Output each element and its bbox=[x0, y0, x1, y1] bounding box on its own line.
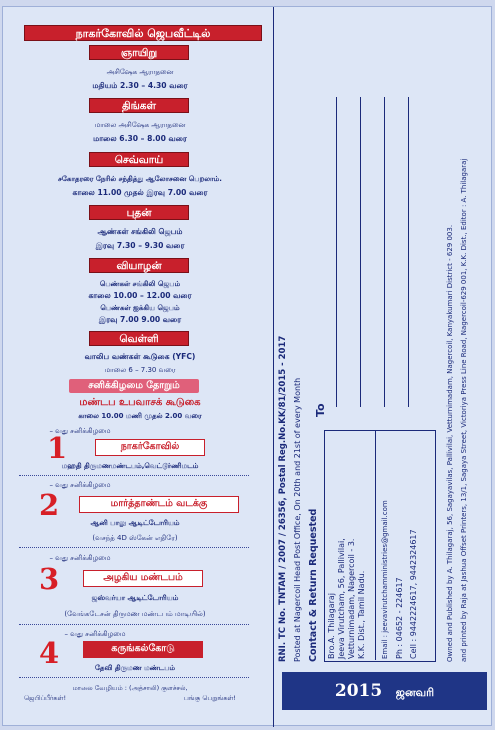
place3-note: (வேங்கடேசன் திருமண மண்டபம் மாடியில்) bbox=[64, 610, 206, 618]
friday-line-2: மாலை 6 – 7.30 வரை bbox=[104, 366, 176, 374]
friday-title: வெள்ளி bbox=[89, 331, 189, 346]
thursday-line-1: பெண்கள் சங்கிலி ஜெபம் bbox=[99, 280, 181, 288]
sunday-title: ஞாயிறு bbox=[89, 45, 189, 60]
address-line bbox=[360, 97, 361, 407]
posted-line: Posted at Nagercoil Head Post Office, On 20th and 21st of every Month bbox=[293, 377, 302, 662]
wednesday-line-2: இரவு 7.30 – 9.30 வரை bbox=[95, 241, 185, 250]
address-line-4: K.K. Dist., Tamil Nadu. bbox=[357, 570, 366, 659]
address-line-2: Jeeva Virutcham, 56, Pallivilai, bbox=[337, 538, 346, 659]
divider bbox=[19, 624, 249, 625]
place2-hall: ஆனி பாலு ஆடிட்டோரியம் bbox=[90, 519, 180, 527]
place4-name: கருங்கல்கோடு bbox=[83, 641, 203, 658]
thursday-line-3: பெண்கள் ஐக்கிய ஜெபம் bbox=[100, 304, 180, 312]
place1-number: 1 bbox=[47, 431, 68, 465]
tuesday-line-1: சகோதரரை நேரில் சந்தித்து ஆலோசனை பெறலாம். bbox=[58, 175, 222, 183]
divider bbox=[19, 677, 249, 678]
printed-line: and printed by Raja at Jashua Offset Printers, 13/1, Sagaya Street, Victoriya Press Line Road, Nagercoil-629 001, K.K. Dist., Editor : A. Thilagaraj bbox=[460, 158, 468, 662]
divider bbox=[19, 547, 249, 548]
place2-note: (வசந்த் 4D ஸ்கேன் எதிரே) bbox=[92, 534, 178, 542]
issue-month: ஜனவரி bbox=[395, 686, 435, 699]
sunday-line-2: மதியம் 2.30 – 4.30 வரை bbox=[92, 81, 188, 90]
box-divider bbox=[375, 431, 376, 660]
tuesday-line-2: காலை 11.00 முதல் இரவு 7.00 வரை bbox=[72, 188, 208, 197]
schedule-panel bbox=[9, 21, 271, 723]
place4-week: – வது சனிக்கிழமை bbox=[64, 630, 126, 638]
place2-number: 2 bbox=[39, 488, 60, 522]
sunday-line-1: அசிஷேக ஆராதனை bbox=[106, 68, 174, 76]
footnote-left-2: ஜெபிப்பீர்கள்! bbox=[23, 694, 67, 702]
banner-title: நாகர்கோவில் ஜெபவீட்டில் bbox=[24, 25, 262, 41]
monday-line-1: மாலை அசிஷேக ஆராதனை bbox=[94, 121, 186, 129]
place2-name: மார்த்தாண்டம் வடக்கு bbox=[79, 496, 239, 513]
place3-name: அழகிய மண்டபம் bbox=[83, 570, 203, 587]
issue-date-banner bbox=[282, 672, 487, 710]
footnote-right: பங்கு பெறுங்கள்! bbox=[184, 694, 236, 702]
rni-line: RNI. TC No. TNTAM / 2007 / 26356, Postal Reg.No.KK/81/2015 - 2017 bbox=[278, 335, 288, 662]
newsletter-back-page bbox=[2, 6, 492, 726]
phone-text: Ph : 04652 - 224617 bbox=[395, 577, 404, 659]
issue-year: 2015 bbox=[334, 681, 383, 701]
wednesday-title: புதன் bbox=[89, 205, 189, 220]
address-line-3: Vetturnimadam, Nagercoil - 3. bbox=[347, 538, 356, 659]
place4-number: 4 bbox=[39, 636, 60, 670]
contact-return: Contact & Return Requested bbox=[308, 508, 319, 662]
to-label: To bbox=[314, 403, 327, 417]
footnote-left: மாலை வேழியம் : (அத்சாலி) குளச்சல், bbox=[72, 684, 188, 692]
place1-week: – வது சனிக்கிழமை bbox=[49, 427, 111, 435]
thursday-title: வியாழன் bbox=[89, 258, 189, 273]
thursday-line-4: இரவு 7.00 9.00 வரை bbox=[98, 315, 182, 324]
saturday-time: காலை 10.00 மணி முதல் 2.00 வரை bbox=[78, 412, 202, 420]
place1-name: நாகர்கோவில் bbox=[95, 439, 205, 456]
address-line bbox=[408, 97, 409, 407]
address-line-1: Bro.A. Thilagaraj bbox=[327, 592, 336, 659]
address-line bbox=[336, 97, 337, 407]
thursday-line-2: காலை 10.00 – 12.00 வரை bbox=[88, 291, 192, 300]
tuesday-title: செவ்வாய் bbox=[89, 152, 189, 167]
email-text: Email : jeevavirutchamministries@gmail.com bbox=[381, 500, 389, 659]
friday-line-1: வாலிப வண்கள் கூடுகை (YFC) bbox=[84, 352, 196, 361]
monday-line-2: மாலை 6.30 – 8.00 வரை bbox=[93, 134, 187, 143]
divider bbox=[19, 475, 249, 476]
place3-number: 3 bbox=[39, 562, 60, 596]
saturday-title: சனிக்கிழமை தோறும் bbox=[69, 379, 199, 393]
place1-hall: மஹதி திருமணமண்டபம்,வெட்டூர்ணிமடம் bbox=[61, 462, 199, 470]
place4-hall: தேவி திருமண மண்டபம் bbox=[94, 664, 176, 672]
cell-text: Cell : 9442224617, 9442324617 bbox=[409, 529, 418, 659]
monday-title: திங்கள் bbox=[89, 98, 189, 113]
place3-hall: ஜஸ்வர்யா ஆடிட்டோரியம் bbox=[91, 594, 179, 602]
place3-week: – வது சனிக்கிழமை bbox=[49, 554, 111, 562]
address-line bbox=[384, 97, 385, 407]
saturday-heading: மண்டப உபவாசக் கூடுகை bbox=[79, 397, 201, 408]
postal-panel bbox=[273, 7, 493, 727]
sender-address-box bbox=[324, 430, 436, 662]
owned-line: Owned and Published by A. Thilagaraj, 56, Sagayavilas, Pallivilai, Vetturnimadam, Nagercoil, Kanyakumari District - 629 003. bbox=[446, 224, 454, 662]
wednesday-line-1: ஆண்கள் சங்கிலி ஜெபம் bbox=[97, 227, 183, 236]
place2-week: – வது சனிக்கிழமை bbox=[49, 481, 111, 489]
